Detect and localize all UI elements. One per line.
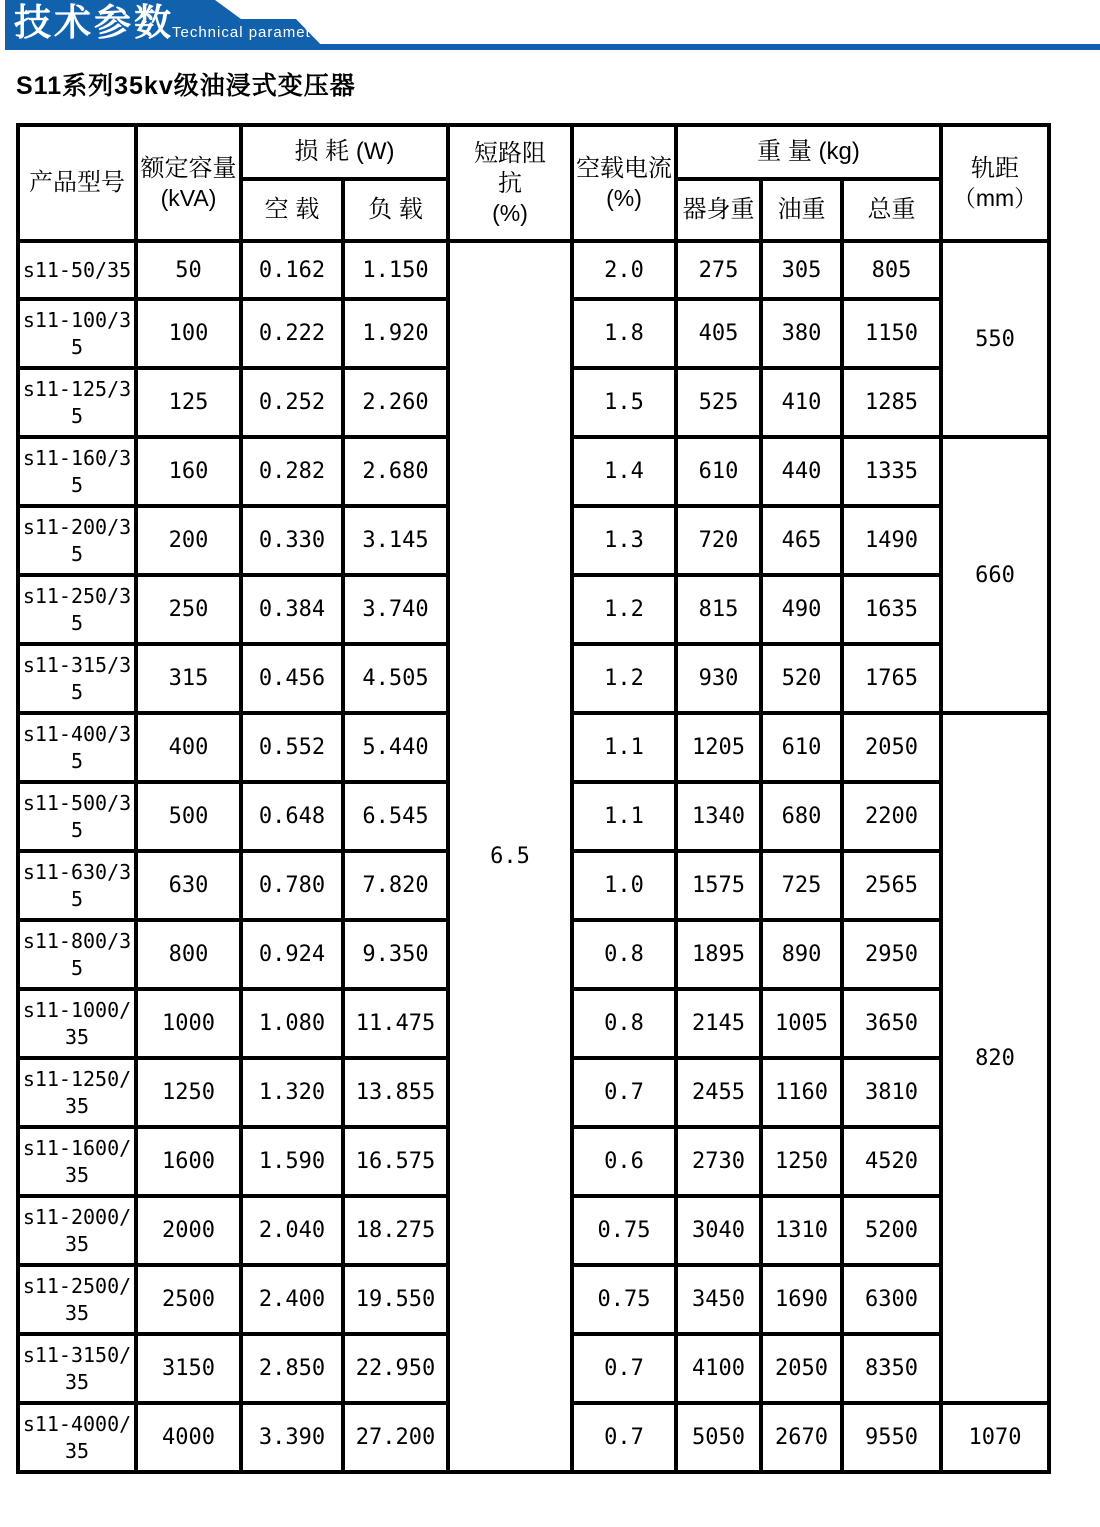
cell-capacity: 1000 bbox=[136, 989, 241, 1058]
cell-model: s11-125/35 bbox=[18, 368, 136, 437]
cell-capacity: 2000 bbox=[136, 1196, 241, 1265]
header-no-load: 空 载 bbox=[241, 179, 343, 241]
cell-total-weight: 2200 bbox=[842, 782, 941, 851]
header-capacity-line2: (kVA) bbox=[160, 184, 217, 211]
banner-title-en: Technical parameter bbox=[172, 24, 327, 41]
cell-total-weight: 1285 bbox=[842, 368, 941, 437]
cell-model: s11-160/35 bbox=[18, 437, 136, 506]
cell-no-load-current: 1.5 bbox=[572, 368, 676, 437]
cell-load-loss: 19.550 bbox=[343, 1265, 448, 1334]
cell-total-weight: 1335 bbox=[842, 437, 941, 506]
cell-model: s11-50/35 bbox=[18, 241, 136, 299]
cell-body-weight: 610 bbox=[676, 437, 761, 506]
header-capacity-line1: 额定容量 bbox=[140, 154, 237, 182]
cell-model: s11-500/35 bbox=[18, 782, 136, 851]
cell-capacity: 4000 bbox=[136, 1403, 241, 1472]
header-load: 负 载 bbox=[343, 179, 448, 241]
cell-model: s11-250/35 bbox=[18, 575, 136, 644]
cell-total-weight: 1765 bbox=[842, 644, 941, 713]
cell-total-weight: 1635 bbox=[842, 575, 941, 644]
cell-oil-weight: 2670 bbox=[761, 1403, 842, 1472]
cell-no-load-loss: 0.252 bbox=[241, 368, 343, 437]
header-gauge-line1: 轨距 bbox=[971, 154, 1019, 182]
cell-body-weight: 2730 bbox=[676, 1127, 761, 1196]
cell-no-load-current: 1.2 bbox=[572, 575, 676, 644]
cell-load-loss: 3.740 bbox=[343, 575, 448, 644]
cell-body-weight: 1340 bbox=[676, 782, 761, 851]
cell-body-weight: 5050 bbox=[676, 1403, 761, 1472]
cell-capacity: 100 bbox=[136, 299, 241, 368]
header-row-1 bbox=[18, 125, 1049, 179]
cell-load-loss: 11.475 bbox=[343, 989, 448, 1058]
cell-capacity: 125 bbox=[136, 368, 241, 437]
cell-oil-weight: 1690 bbox=[761, 1265, 842, 1334]
cell-no-load-loss: 0.780 bbox=[241, 851, 343, 920]
cell-no-load-loss: 0.162 bbox=[241, 241, 343, 299]
cell-total-weight: 6300 bbox=[842, 1265, 941, 1334]
header-current-line2: (%) bbox=[606, 184, 642, 211]
cell-no-load-current: 1.8 bbox=[572, 299, 676, 368]
cell-no-load-loss: 0.456 bbox=[241, 644, 343, 713]
cell-no-load-current: 0.8 bbox=[572, 989, 676, 1058]
cell-body-weight: 930 bbox=[676, 644, 761, 713]
cell-no-load-current: 0.75 bbox=[572, 1265, 676, 1334]
cell-oil-weight: 1160 bbox=[761, 1058, 842, 1127]
cell-total-weight: 4520 bbox=[842, 1127, 941, 1196]
cell-model: s11-400/35 bbox=[18, 713, 136, 782]
cell-model: s11-1000/35 bbox=[18, 989, 136, 1058]
header-loss-group: 损 耗 (W) bbox=[241, 125, 448, 179]
cell-capacity: 800 bbox=[136, 920, 241, 989]
cell-body-weight: 3040 bbox=[676, 1196, 761, 1265]
cell-no-load-loss: 0.552 bbox=[241, 713, 343, 782]
header-impedance bbox=[448, 125, 572, 241]
cell-load-loss: 13.855 bbox=[343, 1058, 448, 1127]
cell-body-weight: 2455 bbox=[676, 1058, 761, 1127]
cell-load-loss: 1.920 bbox=[343, 299, 448, 368]
cell-no-load-current: 1.1 bbox=[572, 713, 676, 782]
cell-total-weight: 9550 bbox=[842, 1403, 941, 1472]
cell-capacity: 3150 bbox=[136, 1334, 241, 1403]
cell-oil-weight: 1005 bbox=[761, 989, 842, 1058]
header-total-weight: 总重 bbox=[842, 179, 941, 241]
cell-load-loss: 1.150 bbox=[343, 241, 448, 299]
cell-load-loss: 3.145 bbox=[343, 506, 448, 575]
cell-load-loss: 6.545 bbox=[343, 782, 448, 851]
cell-body-weight: 275 bbox=[676, 241, 761, 299]
cell-no-load-loss: 3.390 bbox=[241, 1403, 343, 1472]
cell-capacity: 500 bbox=[136, 782, 241, 851]
cell-total-weight: 5200 bbox=[842, 1196, 941, 1265]
header-weight-group: 重 量 (kg) bbox=[676, 125, 941, 179]
cell-capacity: 1600 bbox=[136, 1127, 241, 1196]
cell-capacity: 1250 bbox=[136, 1058, 241, 1127]
banner-title-cn: 技术参数 bbox=[14, 2, 174, 43]
cell-no-load-loss: 2.400 bbox=[241, 1265, 343, 1334]
cell-gauge: 550 bbox=[941, 241, 1049, 437]
table-row bbox=[18, 241, 1049, 299]
cell-oil-weight: 680 bbox=[761, 782, 842, 851]
header-impedance-line3: (%) bbox=[492, 199, 528, 226]
cell-body-weight: 2145 bbox=[676, 989, 761, 1058]
cell-no-load-loss: 1.590 bbox=[241, 1127, 343, 1196]
cell-oil-weight: 520 bbox=[761, 644, 842, 713]
cell-capacity: 315 bbox=[136, 644, 241, 713]
cell-model: s11-1600/35 bbox=[18, 1127, 136, 1196]
cell-model: s11-800/35 bbox=[18, 920, 136, 989]
cell-load-loss: 9.350 bbox=[343, 920, 448, 989]
cell-gauge: 660 bbox=[941, 437, 1049, 713]
cell-load-loss: 4.505 bbox=[343, 644, 448, 713]
cell-total-weight: 2950 bbox=[842, 920, 941, 989]
header-impedance-line2: 抗 bbox=[498, 169, 522, 197]
cell-gauge: 1070 bbox=[941, 1403, 1049, 1472]
cell-load-loss: 2.680 bbox=[343, 437, 448, 506]
header-gauge-line2: （mm） bbox=[952, 184, 1038, 211]
cell-load-loss: 7.820 bbox=[343, 851, 448, 920]
cell-no-load-current: 0.7 bbox=[572, 1058, 676, 1127]
cell-model: s11-630/35 bbox=[18, 851, 136, 920]
cell-no-load-current: 0.6 bbox=[572, 1127, 676, 1196]
cell-total-weight: 3810 bbox=[842, 1058, 941, 1127]
cell-no-load-loss: 1.080 bbox=[241, 989, 343, 1058]
cell-body-weight: 525 bbox=[676, 368, 761, 437]
cell-oil-weight: 440 bbox=[761, 437, 842, 506]
cell-no-load-loss: 2.850 bbox=[241, 1334, 343, 1403]
cell-model: s11-2000/35 bbox=[18, 1196, 136, 1265]
cell-body-weight: 815 bbox=[676, 575, 761, 644]
cell-body-weight: 1575 bbox=[676, 851, 761, 920]
page-title: S11系列35kv级油浸式变压器 bbox=[16, 72, 356, 100]
cell-model: s11-2500/35 bbox=[18, 1265, 136, 1334]
cell-body-weight: 405 bbox=[676, 299, 761, 368]
cell-gauge: 820 bbox=[941, 713, 1049, 1403]
header-body-weight: 器身重 bbox=[676, 179, 761, 241]
cell-no-load-loss: 0.330 bbox=[241, 506, 343, 575]
cell-oil-weight: 490 bbox=[761, 575, 842, 644]
cell-no-load-loss: 0.924 bbox=[241, 920, 343, 989]
header-gauge bbox=[941, 125, 1049, 241]
cell-oil-weight: 1250 bbox=[761, 1127, 842, 1196]
cell-capacity: 630 bbox=[136, 851, 241, 920]
cell-no-load-loss: 0.384 bbox=[241, 575, 343, 644]
cell-oil-weight: 410 bbox=[761, 368, 842, 437]
header-current-line1: 空载电流 bbox=[576, 154, 672, 182]
cell-no-load-loss: 2.040 bbox=[241, 1196, 343, 1265]
cell-no-load-current: 1.2 bbox=[572, 644, 676, 713]
cell-no-load-current: 1.4 bbox=[572, 437, 676, 506]
cell-no-load-current: 0.75 bbox=[572, 1196, 676, 1265]
cell-total-weight: 1150 bbox=[842, 299, 941, 368]
cell-total-weight: 3650 bbox=[842, 989, 941, 1058]
cell-no-load-current: 1.1 bbox=[572, 782, 676, 851]
cell-oil-weight: 890 bbox=[761, 920, 842, 989]
banner bbox=[0, 0, 1100, 56]
cell-model: s11-3150/35 bbox=[18, 1334, 136, 1403]
cell-body-weight: 4100 bbox=[676, 1334, 761, 1403]
cell-oil-weight: 2050 bbox=[761, 1334, 842, 1403]
cell-oil-weight: 380 bbox=[761, 299, 842, 368]
cell-no-load-loss: 0.648 bbox=[241, 782, 343, 851]
cell-model: s11-200/35 bbox=[18, 506, 136, 575]
cell-capacity: 200 bbox=[136, 506, 241, 575]
cell-load-loss: 16.575 bbox=[343, 1127, 448, 1196]
cell-no-load-loss: 0.282 bbox=[241, 437, 343, 506]
cell-total-weight: 805 bbox=[842, 241, 941, 299]
cell-oil-weight: 1310 bbox=[761, 1196, 842, 1265]
cell-body-weight: 720 bbox=[676, 506, 761, 575]
cell-oil-weight: 610 bbox=[761, 713, 842, 782]
cell-oil-weight: 305 bbox=[761, 241, 842, 299]
cell-capacity: 250 bbox=[136, 575, 241, 644]
cell-capacity: 50 bbox=[136, 241, 241, 299]
cell-no-load-loss: 0.222 bbox=[241, 299, 343, 368]
cell-total-weight: 1490 bbox=[842, 506, 941, 575]
cell-no-load-loss: 1.320 bbox=[241, 1058, 343, 1127]
cell-load-loss: 22.950 bbox=[343, 1334, 448, 1403]
cell-load-loss: 2.260 bbox=[343, 368, 448, 437]
cell-no-load-current: 2.0 bbox=[572, 241, 676, 299]
cell-impedance: 6.5 bbox=[448, 241, 572, 1472]
cell-capacity: 160 bbox=[136, 437, 241, 506]
cell-no-load-current: 1.3 bbox=[572, 506, 676, 575]
cell-oil-weight: 465 bbox=[761, 506, 842, 575]
cell-model: s11-315/35 bbox=[18, 644, 136, 713]
header-current bbox=[572, 125, 676, 241]
cell-body-weight: 1205 bbox=[676, 713, 761, 782]
cell-model: s11-100/35 bbox=[18, 299, 136, 368]
cell-model: s11-1250/35 bbox=[18, 1058, 136, 1127]
cell-load-loss: 27.200 bbox=[343, 1403, 448, 1472]
cell-capacity: 2500 bbox=[136, 1265, 241, 1334]
cell-load-loss: 18.275 bbox=[343, 1196, 448, 1265]
cell-model: s11-4000/35 bbox=[18, 1403, 136, 1472]
cell-body-weight: 3450 bbox=[676, 1265, 761, 1334]
cell-no-load-current: 0.7 bbox=[572, 1403, 676, 1472]
cell-body-weight: 1895 bbox=[676, 920, 761, 989]
header-model: 产品型号 bbox=[18, 125, 136, 241]
cell-no-load-current: 1.0 bbox=[572, 851, 676, 920]
header-capacity bbox=[136, 125, 241, 241]
cell-oil-weight: 725 bbox=[761, 851, 842, 920]
spec-table bbox=[16, 123, 1051, 1474]
cell-total-weight: 2565 bbox=[842, 851, 941, 920]
cell-no-load-current: 0.8 bbox=[572, 920, 676, 989]
cell-total-weight: 2050 bbox=[842, 713, 941, 782]
cell-load-loss: 5.440 bbox=[343, 713, 448, 782]
cell-total-weight: 8350 bbox=[842, 1334, 941, 1403]
cell-capacity: 400 bbox=[136, 713, 241, 782]
table-body bbox=[18, 241, 1049, 1472]
header-oil-weight: 油重 bbox=[761, 179, 842, 241]
header-impedance-line1: 短路阻 bbox=[474, 139, 546, 167]
cell-no-load-current: 0.7 bbox=[572, 1334, 676, 1403]
